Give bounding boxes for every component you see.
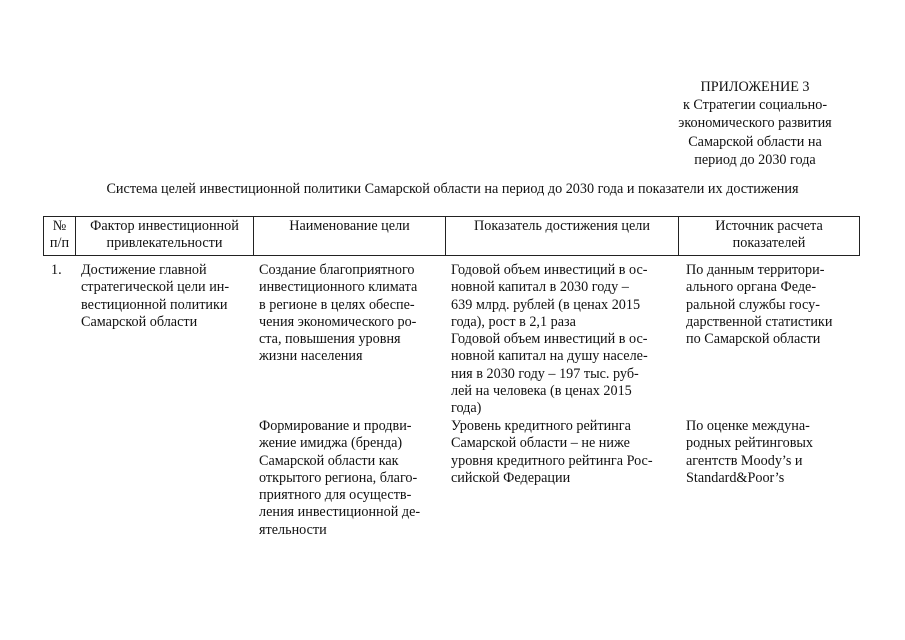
appendix-line: период до 2030 года: [694, 151, 816, 168]
appendix-header: [640, 78, 870, 169]
source-cell-1: [686, 262, 832, 348]
header-num-line: №: [52, 218, 67, 234]
goal-line: в регионе в целях обеспе-: [259, 296, 415, 313]
header-factor-line: привлекательности: [106, 235, 223, 252]
goal-line: инвестиционного климата: [259, 279, 418, 296]
factor-line: Самарской области: [81, 313, 198, 330]
factor-cell: [81, 262, 229, 331]
appendix-line: ПРИЛОЖЕНИЕ 3: [700, 79, 810, 95]
header-indicator-line: Показатель достижения цели: [474, 218, 650, 234]
indicator-line: уровня кредитного рейтинга Рос-: [451, 452, 653, 469]
factor-line: стратегической цели ин-: [81, 279, 230, 296]
header-source-line: Источник расчета: [715, 218, 823, 234]
goal-line: ятельности: [259, 521, 327, 538]
source-line: По данным территори-: [686, 262, 825, 278]
source-line: родных рейтинговых: [686, 435, 814, 452]
indicator-cell-2: [451, 418, 653, 487]
row-number: 1.: [51, 262, 62, 278]
indicator-line: новной капитал на душу населе-: [451, 348, 648, 365]
factor-line: Достижение главной: [81, 262, 207, 278]
goal-line: приятного для осуществ-: [259, 487, 412, 504]
goal-line: Формирование и продви-: [259, 418, 412, 434]
indicator-line: лей на человека (в ценах 2015: [451, 383, 632, 400]
header-goal-line: Наименование цели: [289, 218, 410, 234]
header-factor-line: Фактор инвестиционной: [90, 218, 239, 234]
header-indicator: [446, 218, 678, 235]
goal-line: жизни населения: [259, 348, 363, 365]
indicator-cell-1: [451, 262, 648, 418]
header-num: [44, 218, 75, 253]
column-divider: [859, 216, 860, 255]
appendix-line: к Стратегии социально-: [682, 97, 828, 114]
goal-line: чения экономического ро-: [259, 313, 417, 330]
goal-cell-1: [259, 262, 417, 366]
table-top-border: [43, 216, 860, 217]
header-source-line: показателей: [732, 235, 806, 252]
indicator-line: сийской Федерации: [451, 469, 571, 486]
indicator-line: года): [451, 400, 482, 417]
appendix-line: Самарской области на: [688, 133, 822, 150]
source-cell-2: [686, 418, 813, 487]
header-source: [679, 218, 859, 253]
appendix-line: экономического развития: [678, 115, 832, 132]
indicator-line: Самарской области – не ниже: [451, 435, 630, 452]
source-line: дарственной статистики: [686, 313, 833, 330]
indicator-line: 639 млрд. рублей (в ценах 2015: [451, 296, 641, 313]
goal-line: Создание благоприятного: [259, 262, 415, 278]
source-line: ального органа Феде-: [686, 279, 817, 296]
header-bottom-border: [43, 255, 860, 256]
factor-line: вестиционной политики: [81, 296, 228, 313]
indicator-line: Годовой объем инвестиций в ос-: [451, 262, 648, 278]
indicator-line: новной капитал в 2030 году –: [451, 279, 629, 296]
source-line: по Самарской области: [686, 331, 821, 348]
source-line: ральной службы госу-: [686, 296, 820, 313]
goal-line: жение имиджа (бренда): [259, 435, 403, 452]
source-line: агентств Moody’s и: [686, 452, 803, 469]
source-line: Standard&Poor’s: [686, 469, 785, 486]
indicator-line: года), рост в 2,1 раза: [451, 313, 576, 330]
indicator-line: Годовой объем инвестиций в ос-: [451, 331, 648, 348]
goal-line: Самарской области как: [259, 452, 399, 469]
source-line: По оценке междуна-: [686, 418, 810, 434]
document-title: Система целей инвестиционной политики Самарской области на период до 2030 года и показатели их достижения: [106, 181, 799, 197]
goal-cell-2: [259, 418, 420, 539]
goal-line: ста, повышения уровня: [259, 331, 401, 348]
indicator-line: Уровень кредитного рейтинга: [451, 418, 631, 434]
goal-line: ления инвестиционной де-: [259, 504, 421, 521]
header-factor: [76, 218, 253, 253]
header-goal: [254, 218, 445, 235]
goal-line: открытого региона, благо-: [259, 469, 418, 486]
header-num-line: п/п: [49, 235, 70, 252]
indicator-line: ния в 2030 году – 197 тыс. руб-: [451, 365, 639, 382]
